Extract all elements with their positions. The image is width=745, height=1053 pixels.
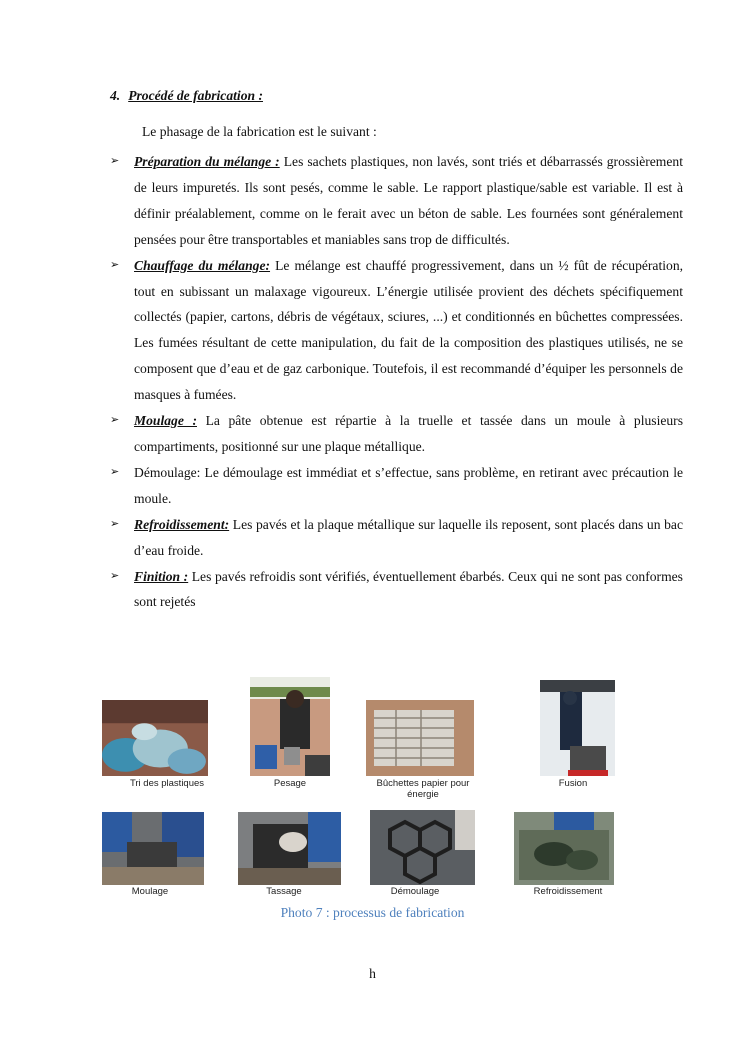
photo-caption: Bûchettes papier pour énergie bbox=[376, 778, 470, 800]
photo-caption: Tri des plastiques bbox=[129, 778, 205, 789]
arrow-bullet-icon: ➢ bbox=[110, 155, 120, 167]
list-item bbox=[110, 512, 683, 564]
section-number: 4. bbox=[110, 88, 121, 103]
photo-tri-plastiques bbox=[102, 700, 208, 776]
item-label: Refroidissement: bbox=[134, 516, 230, 532]
arrow-bullet-icon: ➢ bbox=[110, 414, 120, 427]
arrow-bullet-icon: ➢ bbox=[110, 517, 120, 530]
intro-paragraph: Le phasage de la fabrication est le suivant : bbox=[142, 124, 377, 139]
item-text: Démoulage: Le démoulage est immédiat et s’effectue, sans problème, en retirant avec précaution le moule. bbox=[134, 464, 683, 506]
item-label: Chauffage du mélange: bbox=[134, 257, 271, 273]
item-text: La pâte obtenue est répartie à la truelle et tassée dans un moule à plusieurs compartiments, positionné sur une plaque métallique. bbox=[134, 413, 683, 454]
photo-tassage bbox=[238, 812, 341, 885]
list-item bbox=[110, 408, 683, 460]
item-label: Préparation du mélange : bbox=[134, 154, 280, 169]
photo-caption: Refroidissement bbox=[533, 886, 603, 897]
item-text: Le mélange est chauffé progressivement, dans un ½ fût de récupération, tout en subissant un malaxage vigoureux. L’énergie utilisée provient des déchets spécifiquement collectés (papier, cartons, débris de végétaux, sciures, ...) et conditionnés en bûchettes compressées. Les fumées résultant de cette manipulation, du fait de la composition des plastiques utilisés, ne se composent que d’eau et de gaz carbonique. Toutefois, il est recommandé d’équiper les personnels de masques à fumées. bbox=[134, 257, 684, 403]
section-title: Procédé de fabrication : bbox=[128, 88, 263, 103]
list-item bbox=[110, 460, 683, 512]
item-label: Finition : bbox=[134, 568, 189, 584]
photo-caption: Tassage bbox=[266, 886, 302, 897]
photo-caption: Fusion bbox=[558, 778, 588, 789]
photo-fusion bbox=[540, 680, 615, 776]
item-text: Les sachets plastiques, non lavés, sont triés et débarrassés grossièrement de leurs impuretés. Ils sont pesés, comme le sable. Le rapport plastique/sable est variable. Il est à définir préalablement, comme on le ferait avec un béton de sable. Les fournées sont généralement pensées pour être transportables et maniables sans trop de difficultés. bbox=[134, 154, 683, 247]
photo-caption: Démoulage bbox=[390, 886, 440, 897]
figure-caption: Photo 7 : processus de fabrication bbox=[280, 905, 465, 920]
list-item bbox=[110, 253, 683, 408]
photo-buchettes-papier bbox=[366, 700, 474, 776]
arrow-bullet-icon: ➢ bbox=[110, 569, 120, 582]
item-label: Moulage : bbox=[134, 413, 197, 429]
arrow-bullet-icon: ➢ bbox=[110, 465, 120, 478]
photo-caption: Moulage bbox=[131, 886, 169, 897]
section-heading bbox=[110, 88, 263, 104]
list-item bbox=[110, 564, 683, 616]
item-text: Les pavés refroidis sont vérifiés, éventuellement ébarbés. Ceux qui ne sont pas conformes sont rejetés bbox=[134, 568, 683, 610]
list-item bbox=[110, 149, 683, 253]
photo-pesage bbox=[250, 677, 330, 776]
photo-refroidissement bbox=[514, 812, 614, 885]
item-text: Les pavés et la plaque métallique sur laquelle ils reposent, sont placés dans un bac d’eau froide. bbox=[134, 516, 683, 558]
photo-moulage bbox=[102, 812, 204, 885]
photo-caption: Pesage bbox=[273, 778, 307, 789]
page-number: h bbox=[369, 966, 376, 981]
photo-demoulage bbox=[370, 810, 475, 885]
process-list bbox=[110, 149, 683, 615]
arrow-bullet-icon: ➢ bbox=[110, 258, 120, 271]
